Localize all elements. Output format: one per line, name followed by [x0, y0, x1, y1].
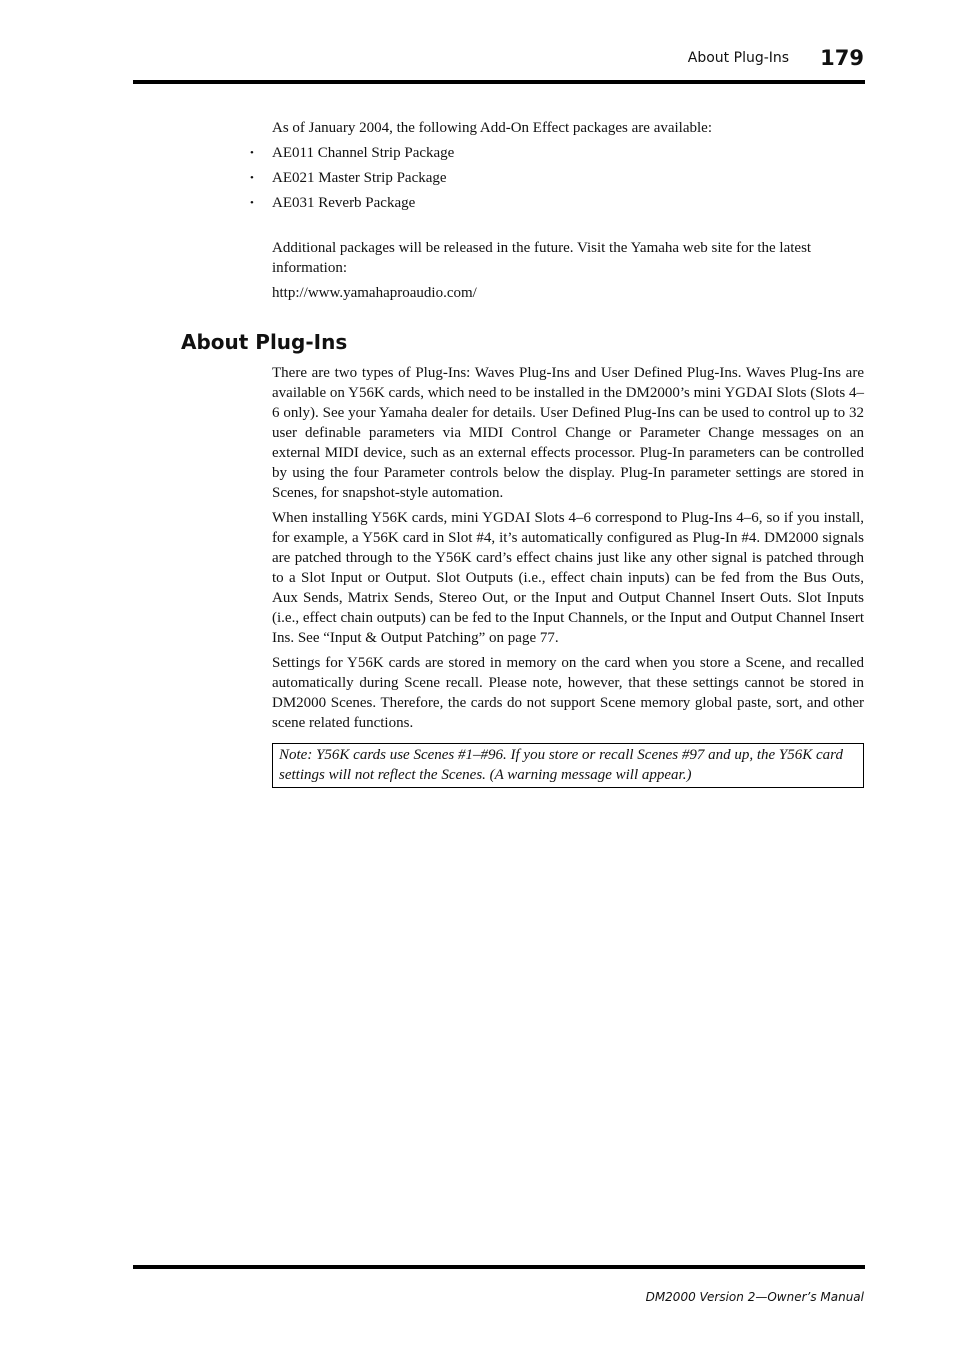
page-number: 179 — [820, 46, 864, 70]
header-rule — [133, 80, 865, 84]
intro-block — [272, 118, 864, 308]
note-box: Note: Y56K cards use Scenes #1–#96. If you store or recall Scenes #97 and up, the Y56K card settings will not reflect the Scenes. (A warning message will appear.) — [272, 743, 864, 788]
paragraph: When installing Y56K cards, mini YGDAI Slots 4–6 correspond to Plug-Ins 4–6, so if you install, for example, a Y56K card in Slot #4, it’s automatically configured as Plug-In #4. DM2000 signals are patched through to the Y56K card’s effect chains just like any other signal is patched through to a Slot Input or Output. Slot Outputs (i.e., effect chain inputs) can be fed from the Bus Outs, Aux Sends, Matrix Sends, Stereo Out, or the Input and Output Channel Insert Outs. Slot Inputs (i.e., effect chain outputs) can be fed to the Input Channels, or the Input and Output Channel Insert Ins. See “Input & Output Patching” on page 77. — [272, 510, 864, 646]
intro-lead: As of January 2004, the following Add-On Effect packages are available: — [272, 120, 712, 136]
package-list — [272, 143, 864, 213]
section-body — [272, 363, 864, 788]
paragraph: There are two types of Plug-Ins: Waves Plug-Ins and User Defined Plug-Ins. Waves Plug-Ins are available on Y56K cards, which need to be installed in the DM2000’s mini YGDAI Slots (Slots 4–6 only). See your Yamaha dealer for details. User Defined Plug-Ins can be used to control up to 32 user definable parameters via MIDI Control Change or Parameter Change messages on an external MIDI device, such as an external effects processor. Plug-In parameters can be controlled by using the four Parameter controls below the display. Plug-In parameter settings are stored in Scenes, for snapshot-style automation. — [272, 365, 864, 501]
footer-manual-title: DM2000 Version 2—Owner’s Manual — [645, 1290, 864, 1304]
running-head — [133, 46, 864, 80]
running-head-section: About Plug-Ins — [687, 50, 790, 66]
section-heading: About Plug-Ins — [181, 330, 348, 354]
yamaha-url: http://www.yamahaproaudio.com/ — [272, 285, 477, 301]
list-item: • AE021 Master Strip Package — [272, 168, 864, 188]
intro-additional: Additional packages will be released in the future. Visit the Yamaha web site for the latest information: — [272, 240, 812, 276]
list-item: • AE031 Reverb Package — [272, 193, 864, 213]
list-item: • AE011 Channel Strip Package — [272, 143, 864, 163]
footer-rule — [133, 1265, 865, 1269]
paragraph: Settings for Y56K cards are stored in memory on the card when you store a Scene, and recalled automatically during Scene recall. Please note, however, that these settings cannot be stored in DM2000 Scenes. Therefore, the cards do not support Scene memory global paste, sort, and other scene related functions. — [272, 655, 864, 731]
